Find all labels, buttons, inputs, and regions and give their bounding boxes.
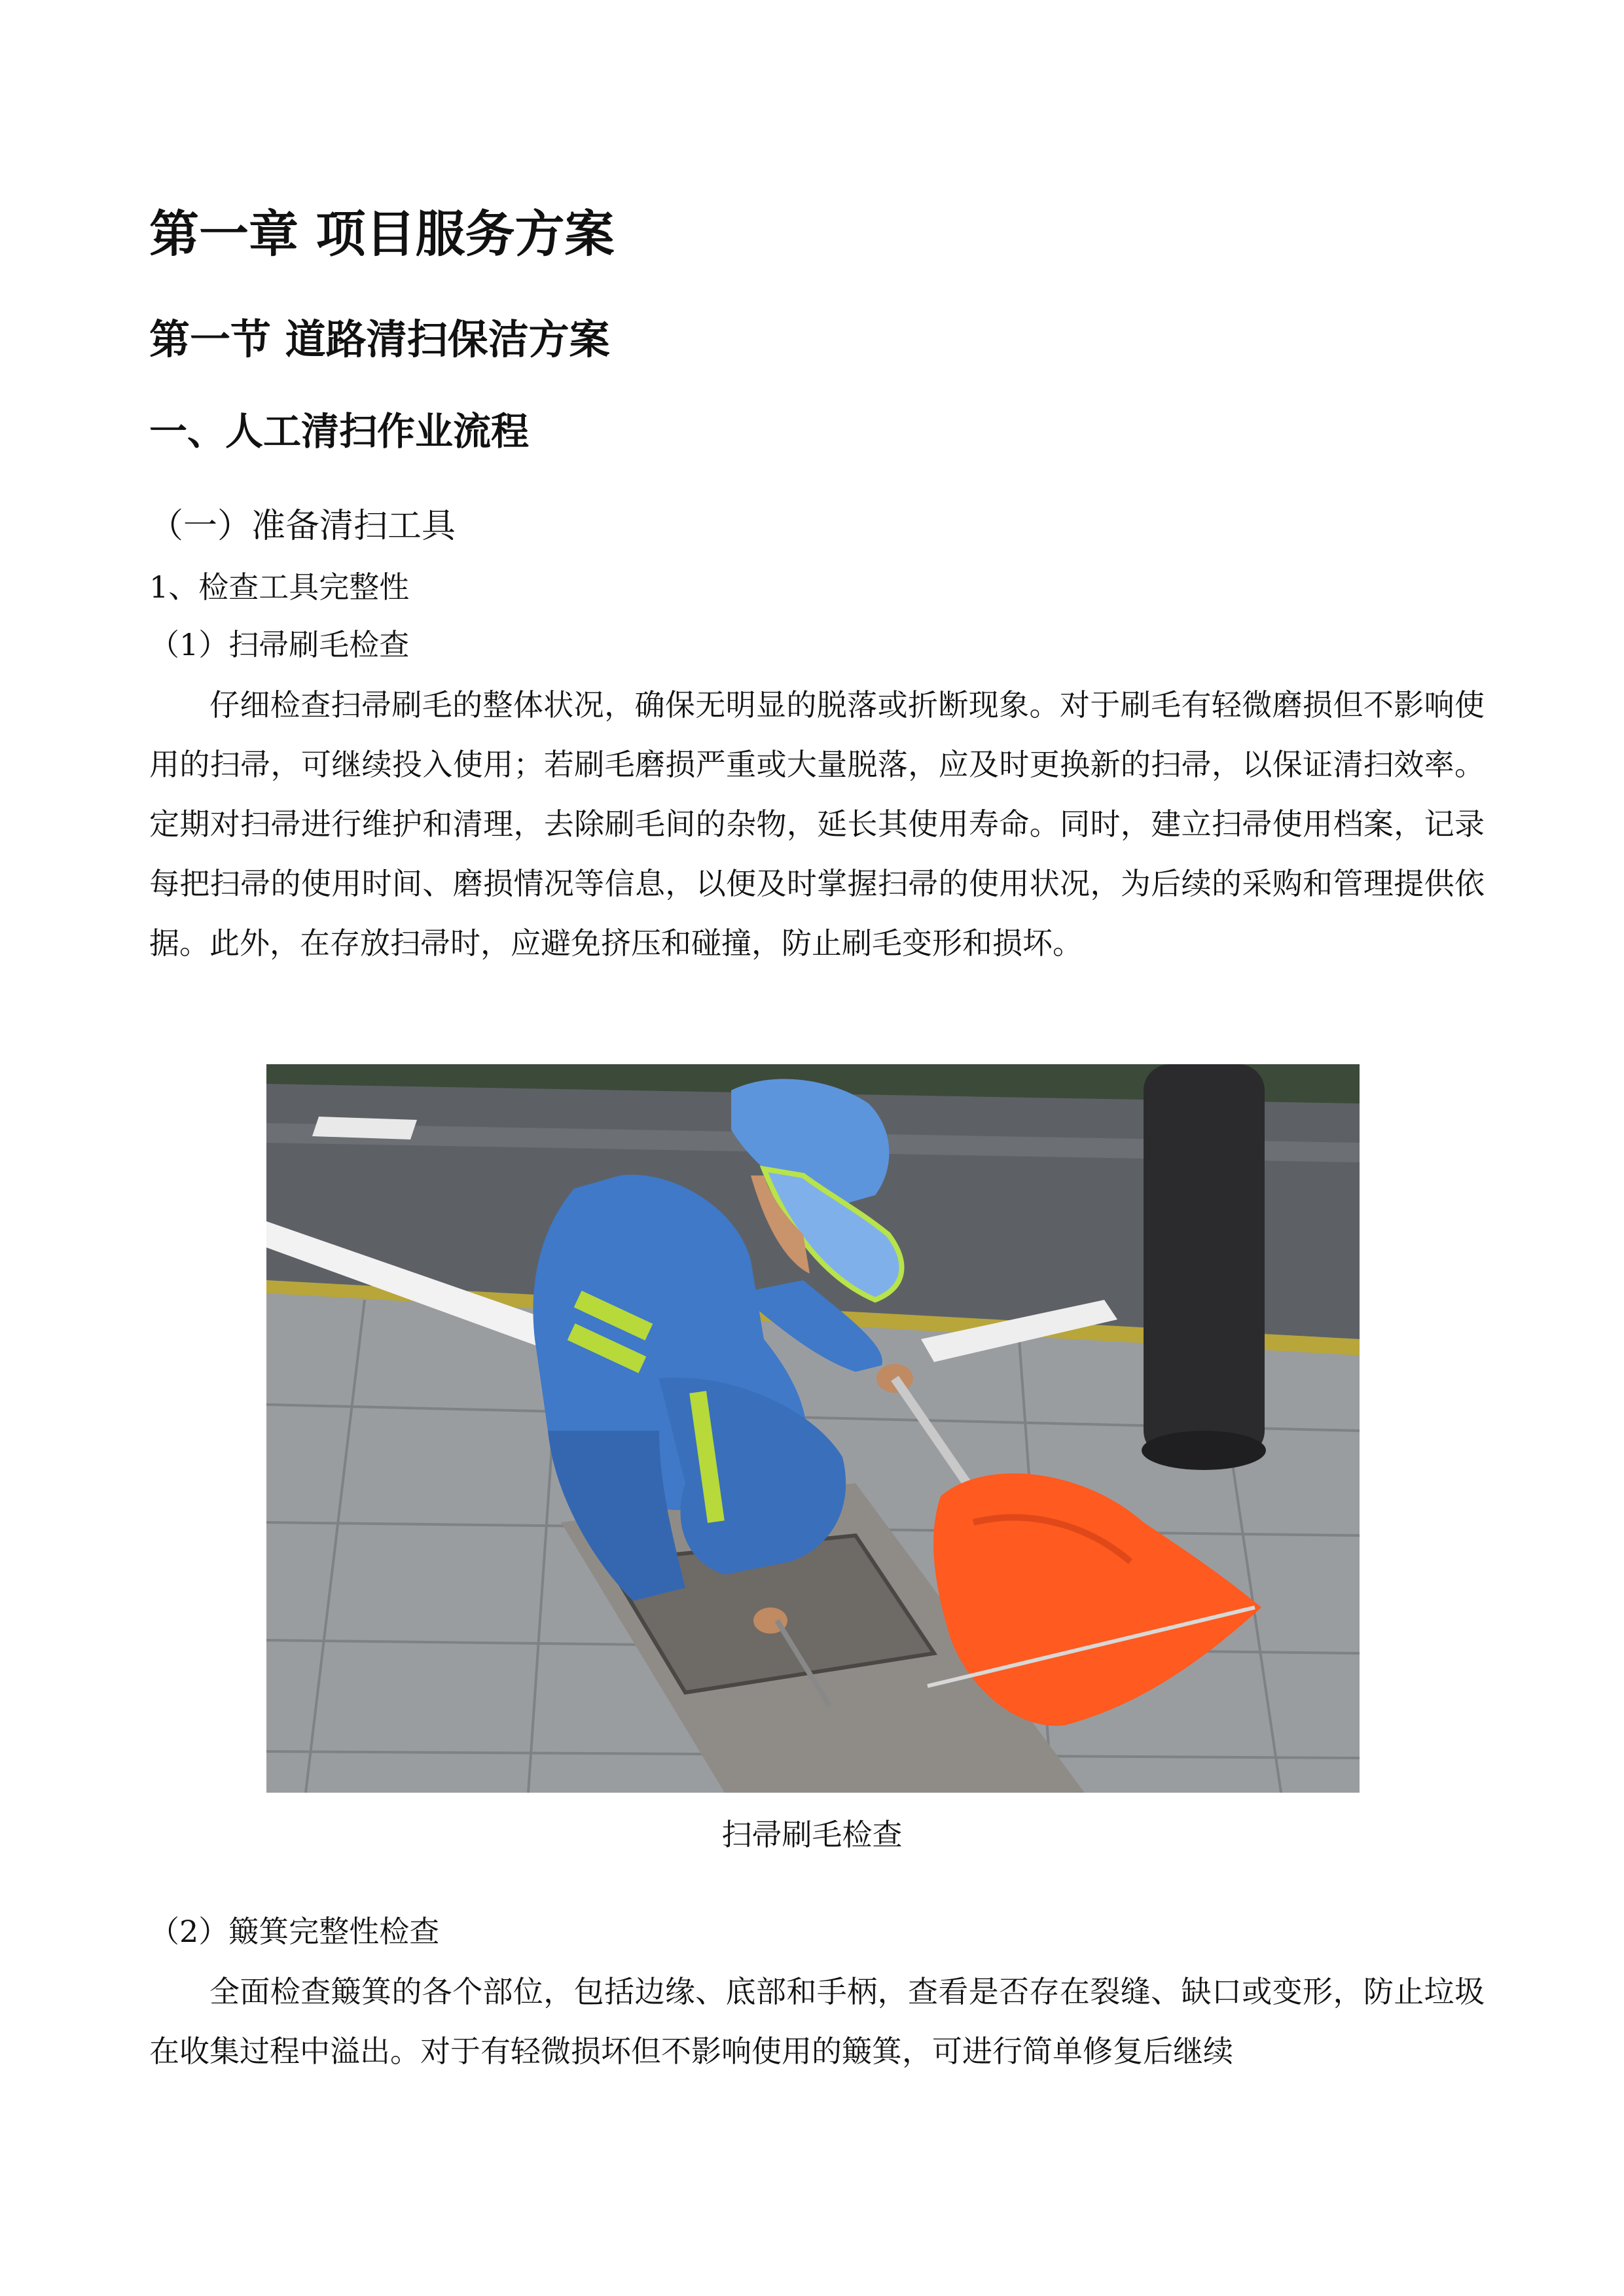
subsection-title: 一、人工清扫作业流程 xyxy=(149,409,530,454)
section-title: 第一节 道路清扫保洁方案 xyxy=(149,315,610,363)
photo-worker-inspecting-drain xyxy=(266,1064,1360,1793)
subpoint-heading-dustpan: （2）簸箕完整性检查 xyxy=(149,1914,440,1949)
paragraph-dustpan-check: 全面检查簸箕的各个部位，包括边缘、底部和手柄，查看是否存在裂缝、缺口或变形，防止垃圾在收集过程中溢出。对于有轻微损坏但不影响使用的簸箕，可进行简单修复后继续 xyxy=(149,1974,1485,2069)
chapter-title: 第一章 项目服务方案 xyxy=(149,205,615,263)
subpoint-heading-brush: （1）扫帚刷毛检查 xyxy=(149,627,410,662)
point-heading: 1、检查工具完整性 xyxy=(149,569,410,605)
item-title: （一）准备清扫工具 xyxy=(149,507,456,546)
photo-caption: 扫帚刷毛检查 xyxy=(721,1817,903,1852)
paragraph-brush-check: 仔细检查扫帚刷毛的整体状况，确保无明显的脱落或折断现象。对于刷毛有轻微磨损但不影响使用的扫帚，可继续投入使用；若刷毛磨损严重或大量脱落，应及时更换新的扫帚，以保证清扫效率。定期对扫帚进行维护和清理，去除刷毛间的杂物，延长其使用寿命。同时，建立扫帚使用档案，记录每把扫帚的使用时间、磨损情况等信息，以便及时掌握扫帚的使用状况，为后续的采购和管理提供依据。此外，在存放扫帚时，应避免挤压和碰撞，防止刷毛变形和损坏。 xyxy=(149,687,1485,961)
